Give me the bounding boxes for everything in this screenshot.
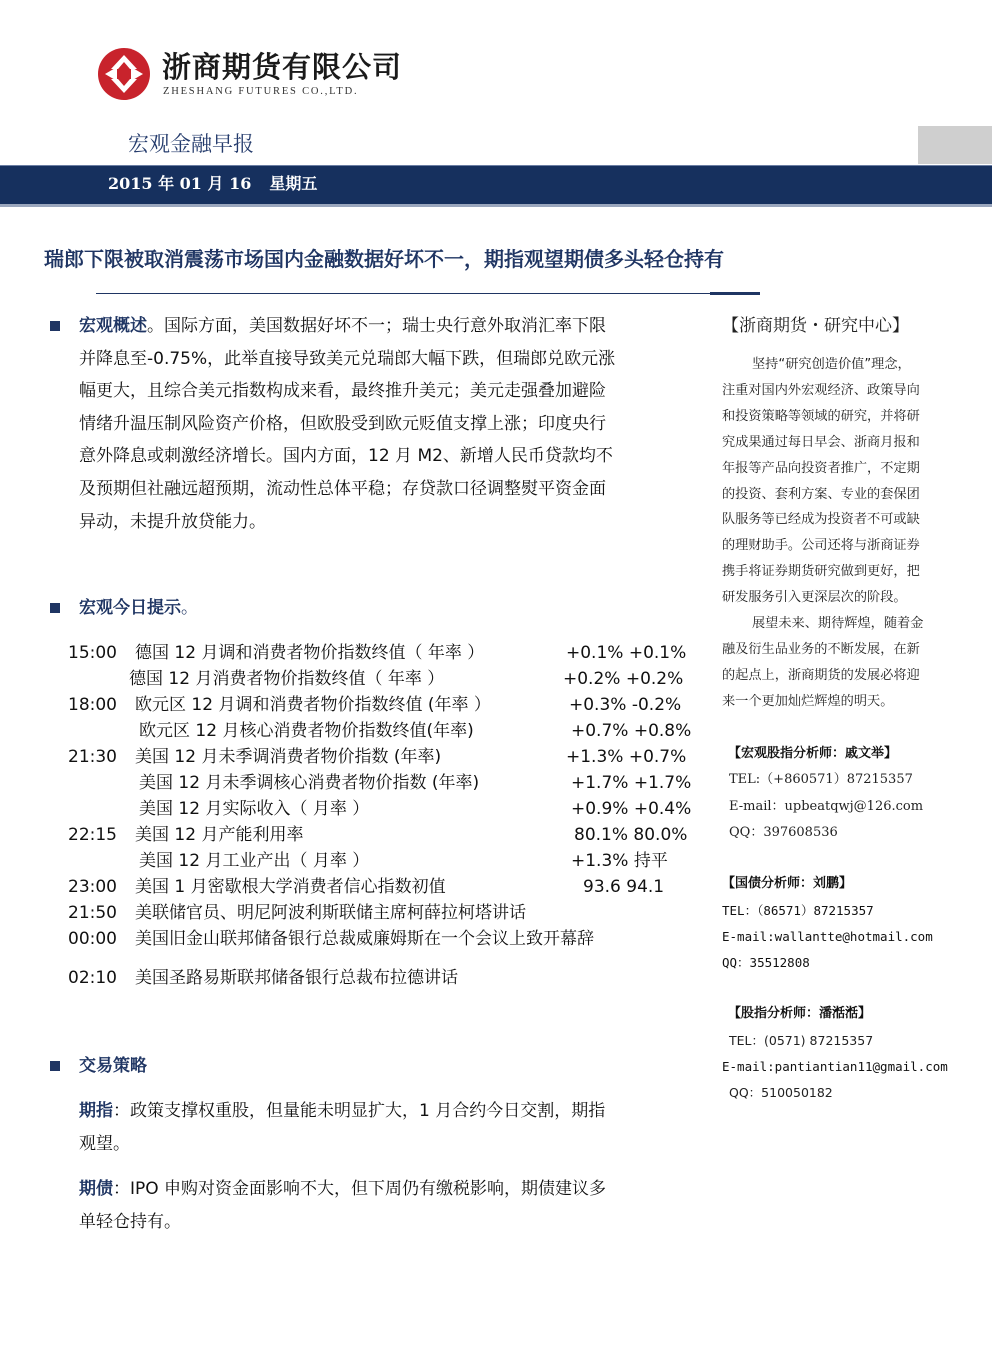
strategy-text: 单轻仓持有。 (79, 1211, 181, 1232)
company-logo-icon (97, 47, 151, 101)
calendar-values: +1.7% +1.7% (571, 773, 692, 793)
calendar-time: 00:00 (68, 929, 117, 949)
calendar-time: 23:00 (68, 877, 117, 897)
analyst-heading: 【股指分析师：潘湉湉】 (728, 1006, 872, 1021)
company-name-en: ZHESHANG FUTURES CO.,LTD. (163, 86, 359, 97)
research-center-title: 【浙商期货・研究中心】 (722, 316, 909, 336)
intro-line: 的理财助手。公司还将与浙商证券 (722, 538, 920, 554)
report-date (108, 172, 335, 196)
calendar-values: +0.1% +0.1% (566, 643, 687, 663)
strategy-text: ：IPO 申购对资金面影响不大，但下周仍有缴税影响，期债建议多 (113, 1179, 607, 1199)
analyst-heading: 【国债分析师：刘鹏】 (722, 876, 853, 891)
analyst-heading: 【宏观股指分析师：戚文举】 (728, 746, 898, 761)
analyst-qq: QQ：510050182 (729, 1085, 833, 1100)
analyst-phone: TEL:（+860571）87215357 (729, 772, 913, 787)
calendar-time: 21:50 (68, 903, 117, 923)
date-banner-shadow (0, 204, 992, 207)
company-name-cn: 浙商期货有限公司 (162, 50, 403, 84)
strategy-section-title: 交易策略 (79, 1056, 147, 1076)
calendar-values: +1.3% 持平 (571, 851, 668, 871)
analyst-email[interactable]: E-mail:pantiantian11@gmail.com (722, 1059, 948, 1074)
strategy-text: ：政策支撑权重股，但量能未明显扩大，1 月合约今日交割，期指 (113, 1101, 606, 1121)
headline-underline (96, 293, 710, 294)
weekday-value: 星期五 (269, 174, 318, 193)
calendar-event: 德国 12 月调和消费者物价指数终值（ 年率 ） (135, 643, 485, 663)
overview-line: 。国际方面，美国数据好坏不一；瑞士央行意外取消汇率下限 (147, 316, 606, 336)
calendar-event: 美国 12 月工业产出（ 月率 ） (139, 851, 370, 871)
date-value: 2015 年 01 月 16 (108, 174, 252, 193)
intro-line: 坚持“研究创造价值”理念， (752, 357, 911, 372)
analyst-qq: QQ：397608536 (729, 825, 838, 840)
intro-line: 携手将证券期货研究做到更好，把 (722, 564, 920, 580)
intro-line: 究成果通过每日早会、浙商月报和 (722, 434, 920, 450)
header-tab-block (918, 126, 992, 164)
overview-line: 及预期但社融远超预期，流动性总体平稳；存贷款口径调整熨平资金面 (79, 478, 606, 499)
calendar-event: 美国 12 月未季调消费者物价指数 (年率) (135, 747, 442, 767)
analyst-email[interactable]: E-mail:wallantte@hotmail.com (722, 929, 933, 944)
intro-line: 的起点上，浙商期货的发展必将迎 (722, 667, 920, 683)
calendar-values: +0.3% -0.2% (569, 695, 682, 715)
calendar-values: +0.9% +0.4% (571, 799, 692, 819)
intro-line: 展望未来、期待辉煌，随着金 (752, 616, 924, 632)
analyst-email[interactable]: E-mail：upbeatqwj@126.com (729, 799, 924, 814)
intro-line: 的投资、套利方案、专业的套保团 (722, 486, 920, 502)
research-center-intro (722, 352, 948, 715)
today-label: 宏观今日提示 (79, 598, 181, 618)
intro-line: 来一个更加灿烂辉煌的明天。 (722, 693, 894, 709)
analyst-qq: QQ：35512808 (722, 955, 810, 970)
overview-line: 意外降息或刺激经济增长。国内方面，12 月 M2、新增人民币贷款均不 (79, 446, 613, 467)
calendar-values: 93.6 94.1 (583, 877, 665, 897)
calendar-event: 美国 12 月未季调核心消费者物价指数 (年率) (139, 773, 480, 793)
strategy-label: 期指 (79, 1101, 113, 1121)
calendar-event: 美国 12 月实际收入（ 月率 ） (139, 799, 370, 819)
intro-line: 融及衍生品业务的不断发展，在新 (722, 641, 920, 657)
intro-line: 研发服务引入更深层次的阶段。 (722, 590, 907, 606)
calendar-values: 80.1% 80.0% (574, 825, 688, 845)
calendar-time: 18:00 (68, 695, 117, 715)
intro-line: 年报等产品向投资者推广，不定期 (722, 460, 920, 476)
calendar-event: 欧元区 12 月核心消费者物价指数终值(年率) (139, 721, 474, 741)
section-bullet-icon (50, 603, 60, 613)
strategy-text: 观望。 (79, 1133, 130, 1154)
intro-line: 和投资策略等领域的研究，并将研 (722, 408, 920, 424)
calendar-time: 02:10 (68, 968, 117, 988)
calendar-values: +0.7% +0.8% (571, 721, 692, 741)
macro-overview (79, 310, 699, 538)
calendar-time: 15:00 (68, 643, 117, 663)
strategy-label: 期债 (79, 1179, 113, 1199)
strategy-futures-index (79, 1095, 699, 1160)
calendar-time: 21:30 (68, 747, 117, 767)
intro-line: 注重对国内外宏观经济、政策导向 (722, 382, 920, 398)
report-title: 宏观金融早报 (128, 132, 254, 156)
calendar-time: 22:15 (68, 825, 117, 845)
calendar-event: 美国旧金山联邦储备银行总裁威廉姆斯在一个会议上致开幕辞 (135, 929, 594, 949)
headline-underline-accent (710, 292, 760, 295)
today-label-suffix: 。 (181, 598, 198, 618)
overview-line: 幅更大，且综合美元指数构成来看，最终推升美元；美元走强叠加避险 (79, 381, 606, 402)
analyst-phone: TEL：（86571）87215357 (722, 903, 874, 918)
section-bullet-icon (50, 321, 60, 331)
section-bullet-icon (50, 1061, 60, 1071)
strategy-bond-futures (79, 1173, 699, 1238)
calendar-event: 德国 12 月消费者物价指数终值（ 年率 ） (129, 669, 445, 689)
calendar-values: +1.3% +0.7% (566, 747, 687, 767)
overview-line: 并降息至-0.75%，此举直接导致美元兑瑞郎大幅下跌，但瑞郎兑欧元涨 (79, 348, 616, 369)
today-section-title (79, 595, 198, 621)
calendar-event: 美国 12 月产能利用率 (135, 825, 304, 845)
overview-label: 宏观概述 (79, 316, 147, 336)
overview-line: 情绪升温压制风险资产价格，但欧股受到欧元贬值支撑上涨；印度央行 (79, 413, 606, 434)
calendar-event: 美国圣路易斯联邦储备银行总裁布拉德讲话 (135, 968, 458, 988)
headline: 瑞郎下限被取消震荡市场国内金融数据好坏不一，期指观望期债多头轻仓持有 (44, 247, 724, 271)
calendar-event: 美联储官员、明尼阿波利斯联储主席柯薛拉柯塔讲话 (135, 903, 526, 923)
calendar-event: 美国 1 月密歇根大学消费者信心指数初值 (135, 877, 446, 897)
overview-line: 异动，未提升放贷能力。 (79, 511, 266, 532)
intro-line: 队服务等已经成为投资者不可或缺 (722, 512, 920, 528)
analyst-phone: TEL：(0571) 87215357 (729, 1033, 874, 1048)
calendar-event: 欧元区 12 月调和消费者物价指数终值 (年率 ） (135, 695, 491, 715)
calendar-values: +0.2% +0.2% (563, 669, 684, 689)
